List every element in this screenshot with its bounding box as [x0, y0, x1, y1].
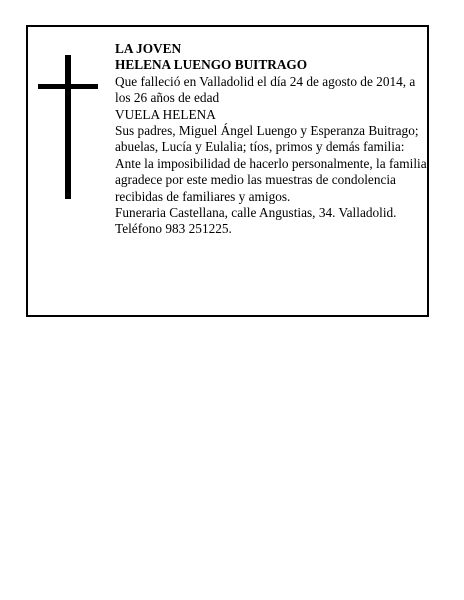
- funeral-home-phone: Teléfono 983 251225.: [115, 221, 232, 237]
- cross-horizontal-bar: [38, 84, 98, 89]
- cross-vertical-bar: [65, 55, 71, 199]
- deceased-name: HELENA LUENGO BUITRAGO: [115, 57, 308, 73]
- notice-title: LA JOVEN: [115, 41, 182, 56]
- obituary-notice: [26, 25, 429, 317]
- latin-cross-icon: [38, 55, 98, 199]
- death-details: Que falleció en Valladolid el día 24 de agosto de 2014, a los 26 años de edad: [115, 73, 416, 106]
- family-members: Sus padres, Miguel Ángel Luengo y Esperanza Buitrago; abuelas, Lucía y Eulalia; tíos, primos y demás familia:: [115, 123, 419, 155]
- gratitude-message: Ante la imposibilidad de hacerlo personalmente, la familia agradece por este medio las muestras de condolencia recibidas de familiares y amigos.: [115, 155, 427, 204]
- farewell-line: VUELA HELENA: [115, 106, 216, 122]
- notice-text: [115, 41, 427, 238]
- funeral-home-address: Funeraria Castellana, calle Angustias, 34. Valladolid.: [115, 205, 397, 221]
